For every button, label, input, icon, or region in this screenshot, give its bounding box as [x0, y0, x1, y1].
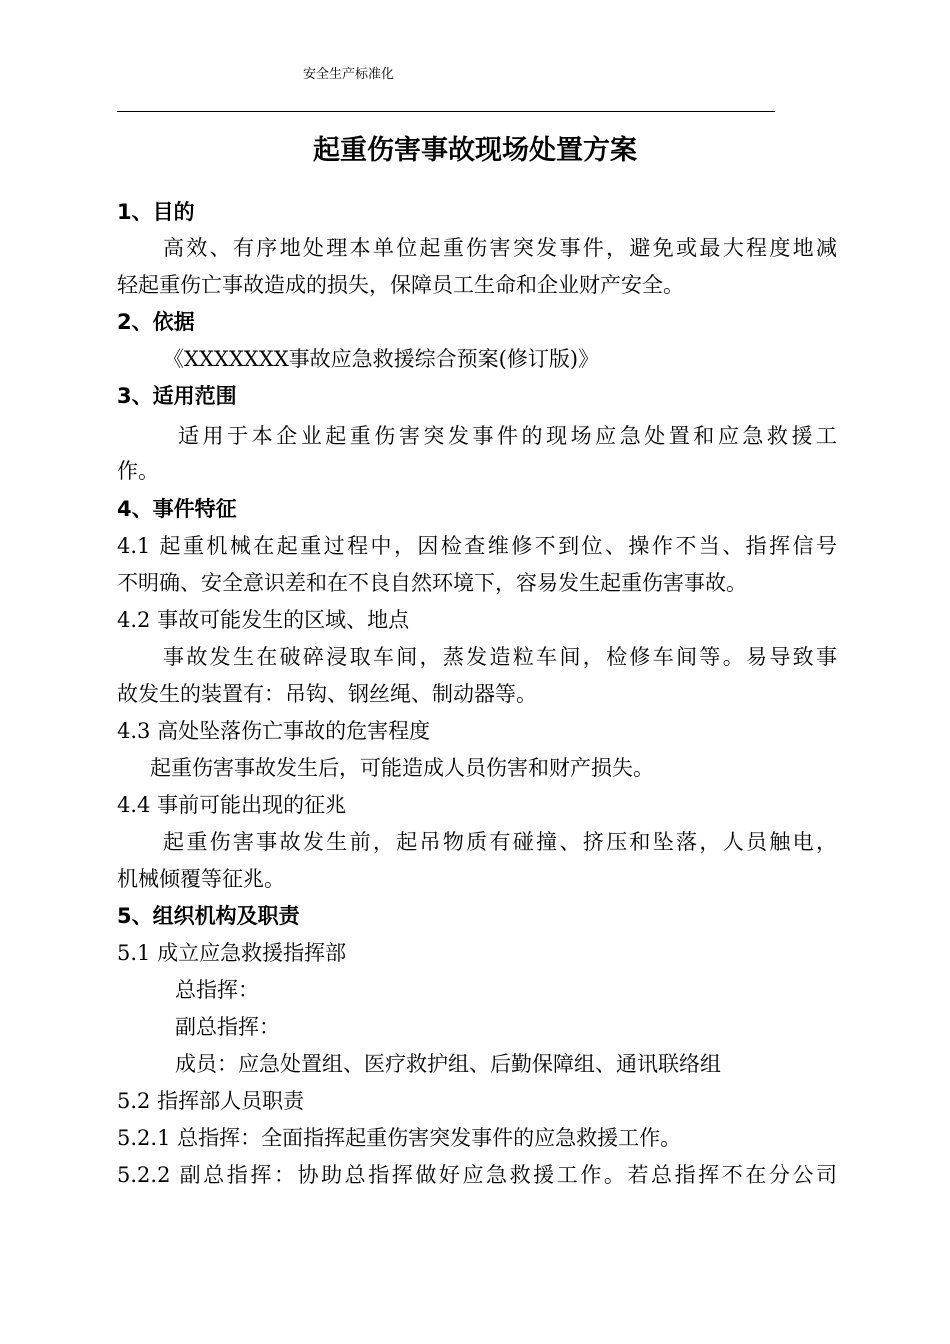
item-5-1-title: 5.1 成立应急救援指挥部: [117, 941, 347, 965]
header-divider: [117, 111, 775, 112]
scope-paragraph-line1: 适用于本企业起重伤害突发事件的现场应急处置和应急救援工: [178, 424, 837, 448]
section-scope-heading: 3、适用范围: [117, 384, 237, 408]
item-4-3-text: 起重伤害事故发生后，可能造成人员伤害和财产损失。: [150, 756, 654, 780]
item-4-1-line2: 不明确、安全意识差和在不良自然环境下，容易发生起重伤害事故。: [117, 571, 747, 595]
section-purpose-heading: 1、目的: [117, 200, 195, 224]
purpose-paragraph-line2: 轻起重伤亡事故造成的损失，保障员工生命和企业财产安全。: [117, 273, 684, 297]
purpose-paragraph-line1: 高效、有序地处理本单位起重伤害突发事件，避免或最大程度地减: [163, 236, 837, 260]
section-features-heading: 4、事件特征: [117, 497, 237, 521]
item-4-4-line1: 起重伤害事故发生前，起吊物质有碰撞、挤压和坠落，人员触电，: [163, 830, 837, 854]
item-5-2-title: 5.2 指挥部人员职责: [117, 1089, 305, 1113]
commander-line: 总指挥：: [175, 978, 259, 1002]
section-basis-heading: 2、依据: [117, 310, 195, 334]
basis-reference: 《XXXXXXX事故应急救援综合预案(修订版)》: [163, 347, 600, 371]
document-title: 起重伤害事故现场处置方案: [313, 135, 637, 166]
item-4-2-title: 4.2 事故可能发生的区域、地点: [117, 608, 410, 632]
item-4-1-line1: 4.1 起重机械在起重过程中，因检查维修不到位、操作不当、指挥信号: [117, 534, 837, 558]
item-4-3-title: 4.3 高处坠落伤亡事故的危害程度: [117, 719, 431, 743]
item-4-2-line2: 故发生的装置有：吊钩、钢丝绳、制动器等。: [117, 682, 537, 706]
members-line: 成员：应急处置组、医疗救护组、后勤保障组、通讯联络组: [175, 1052, 721, 1076]
section-organization-heading: 5、组织机构及职责: [117, 904, 300, 928]
item-5-2-2: 5.2.2 副总指挥：协助总指挥做好应急救援工作。若总指挥不在分公司: [117, 1163, 837, 1187]
scope-paragraph-line2: 作。: [117, 459, 159, 483]
header-label: 安全生产标准化: [303, 67, 395, 82]
deputy-commander-line: 副总指挥：: [175, 1015, 280, 1039]
item-4-4-title: 4.4 事前可能出现的征兆: [117, 793, 347, 817]
item-5-2-1: 5.2.1 总指挥：全面指挥起重伤害突发事件的应急救援工作。: [117, 1126, 682, 1150]
item-4-2-line1: 事故发生在破碎浸取车间，蒸发造粒车间，检修车间等。易导致事: [163, 645, 837, 669]
item-4-4-line2: 机械倾覆等征兆。: [117, 867, 285, 891]
